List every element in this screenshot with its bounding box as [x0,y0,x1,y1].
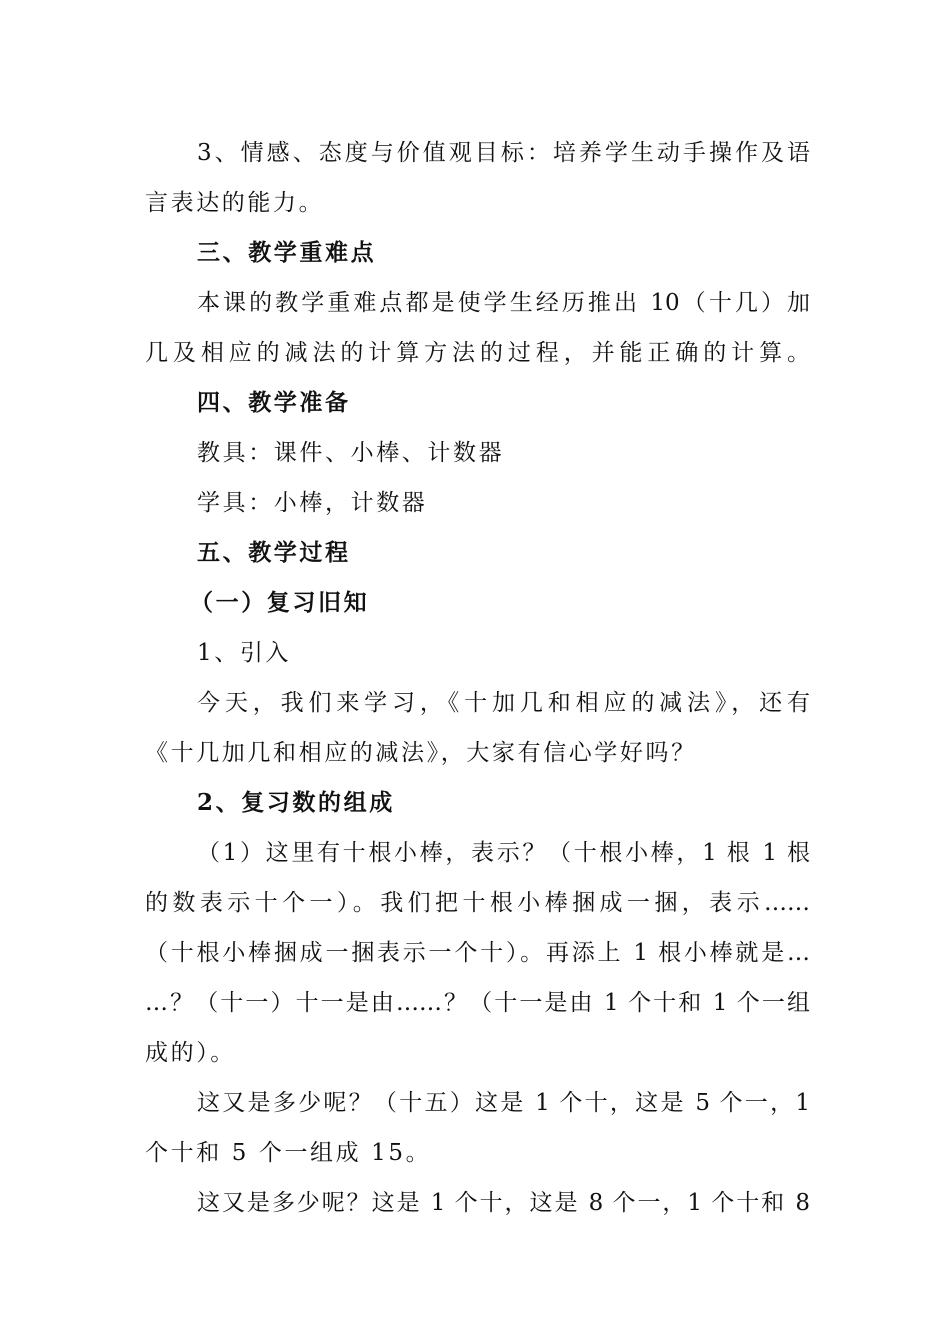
paragraph-line: 这又是多少呢？这是 1 个十，这是 8 个一，1 个十和 8 [197,1190,810,1216]
paragraph-line: …？（十一）十一是由……？（十一是由 1 个十和 1 个一组 [145,990,810,1016]
paragraph-line: （1）这里有十根小棒，表示？（十根小棒，1 根 1 根 [197,840,810,866]
paragraph-line: 教具：课件、小棒、计数器 [197,440,505,466]
section-heading: 四、教学准备 [197,389,351,416]
paragraph-line: 3、情感、态度与价值观目标：培养学生动手操作及语 [197,140,810,166]
subsection-heading: 2、复习数的组成 [197,789,395,816]
paragraph-line: 个十和 5 个一组成 15。 [145,1140,432,1166]
section-heading: 五、教学过程 [197,539,351,566]
paragraph-line: 本课的教学重难点都是使学生经历推出 10（十几）加 [197,290,810,316]
paragraph-line: 这又是多少呢？（十五）这是 1 个十，这是 5 个一，1 [197,1090,810,1116]
paragraph-line: 言表达的能力。 [145,190,325,216]
paragraph-line: 《十几加几和相应的减法》，大家有信心学好吗？ [145,740,697,766]
paragraph-line: 成的）。 [145,1040,236,1066]
paragraph-line: 几及相应的减法的计算方法的过程，并能正确的计算。 [145,340,810,366]
paragraph-line: （十根小棒捆成一捆表示一个十）。再添上 1 根小棒就是… [145,940,810,966]
paragraph-line: 1、引入 [197,640,292,666]
paragraph-line: 今天，我们来学习，《十加几和相应的减法》，还有 [197,690,810,716]
section-heading: 三、教学重难点 [197,239,377,266]
subsection-heading: （一）复习旧知 [190,589,370,616]
paragraph-line: 的数表示十个一）。我们把十根小棒捆成一捆，表示…… [145,890,810,916]
paragraph-line: 学具：小棒，计数器 [197,490,428,516]
